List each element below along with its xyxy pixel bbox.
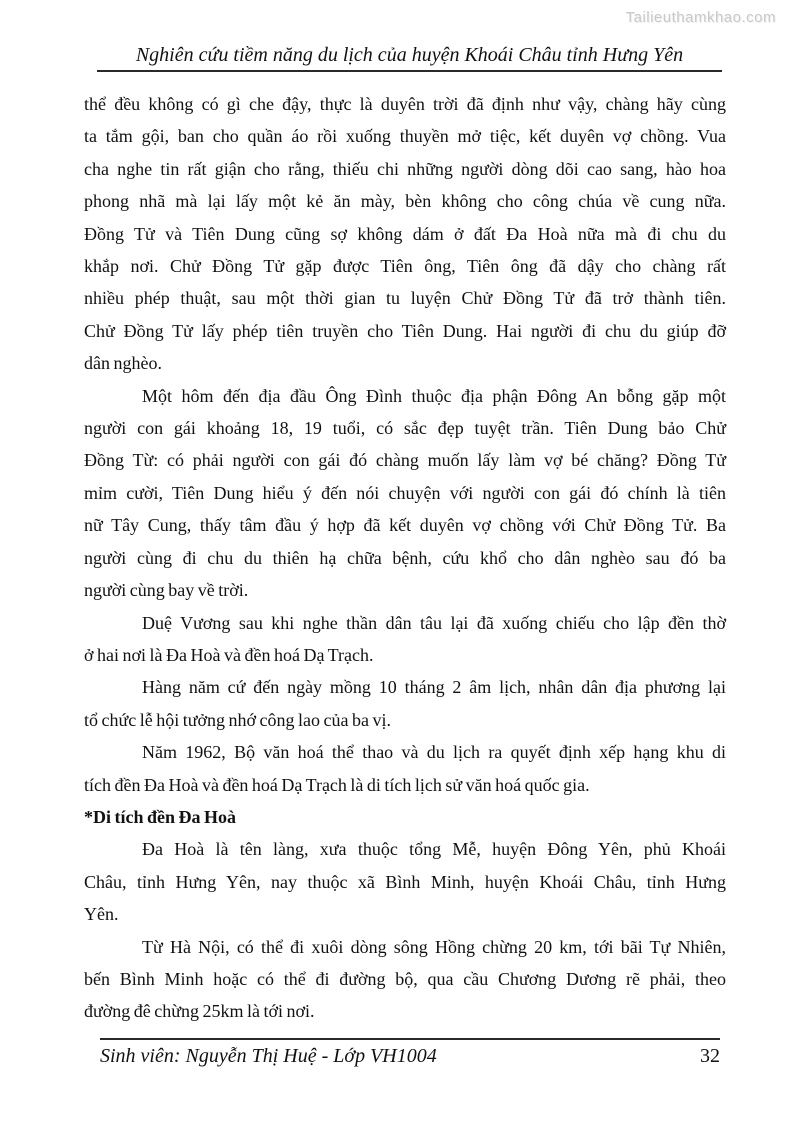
text-line: tích đền Đa Hoà và đền hoá Dạ Trạch là di tích lịch sử văn hoá quốc gia. [84, 774, 590, 795]
text-line: Chử Đồng Tử lấy phép tiên truyền cho Tiên Dung. Hai người đi chu du giúp đỡ [84, 320, 726, 341]
text-line: Đồng Tử và Tiên Dung cũng sợ không dám ở đất Đa Hoà nữa mà đi chu du [84, 223, 726, 244]
paragraph [84, 736, 726, 801]
text-line: thể đều không có gì che đậy, thực là duyên trời đã định như vậy, chàng hãy cùng [84, 94, 726, 114]
text-line: ta tắm gội, ban cho quần áo rồi xuống thuyền mở tiệc, kết duyên vợ chồng. Vua [84, 126, 726, 147]
text-line: Đa Hoà là tên làng, xưa thuộc tổng Mễ, huyện Đông Yên, phủ Khoái [142, 839, 726, 860]
text-line: Năm 1962, Bộ văn hoá thể thao và du lịch ra quyết định xếp hạng khu di [142, 742, 726, 763]
page-header [97, 42, 722, 72]
text-line: Đồng Từ: có phải người con gái đó chàng muốn lấy làm vợ bé chăng? Đồng Tử [84, 450, 726, 471]
content [84, 88, 726, 1028]
text-line: khắp nơi. Chử Đồng Tử gặp được Tiên ông, Tiên ông đã dậy cho chàng rất [84, 256, 726, 277]
page-number: 32 [700, 1045, 720, 1067]
watermark: Tailieuthamkhao.com [625, 9, 776, 26]
text-line: bến Bình Minh hoặc có thể đi đường bộ, qua cầu Chương Dương rẽ phải, theo [84, 968, 726, 989]
paragraph [84, 931, 726, 1028]
text-line: Châu, tỉnh Hưng Yên, nay thuộc xã Bình Minh, huyện Khoái Châu, tỉnh Hưng [84, 871, 726, 892]
text-line: đường đê chừng 25km là tới nơi. [84, 1001, 315, 1022]
paragraph [84, 380, 726, 607]
text-line: Hàng năm cứ đến ngày mồng 10 tháng 2 âm lịch, nhân dân địa phương lại [142, 677, 726, 698]
text-line: Một hôm đến địa đầu Ông Đình thuộc địa phận Đông An bỗng gặp một [142, 385, 726, 406]
text-line: tổ chức lễ hội tưởng nhớ công lao của ba vị. [84, 709, 391, 730]
paragraph [84, 88, 726, 380]
paragraph [84, 607, 726, 672]
paragraph [84, 671, 726, 736]
text-line: nhiều phép thuật, sau một thời gian tu luyện Chử Đồng Tử đã trở thành tiên. [84, 288, 726, 309]
footer-author: Sinh viên: Nguyễn Thị Huệ - Lớp VH1004 [100, 1045, 437, 1067]
text-line: nữ Tây Cung, thấy tâm đầu ý hợp đã kết duyên vợ chồng với Chử Đồng Tử. Ba [84, 515, 726, 536]
text-line: mỉm cười, Tiên Dung hiểu ý đến nói chuyện với người con gái đó chính là tiên [84, 482, 726, 503]
section-heading [84, 801, 726, 833]
paragraph [84, 833, 726, 930]
text-line: ở hai nơi là Đa Hoà và đền hoá Dạ Trạch. [84, 644, 374, 665]
page-header-title: Nghiên cứu tiềm năng du lịch của huyện Khoái Châu tỉnh Hưng Yên [135, 44, 684, 66]
text-line: Yên. [84, 904, 119, 925]
text-line: cha nghe tin rất giận cho rằng, thiếu chi những người dòng dõi cao sang, hào hoa [84, 158, 726, 179]
text-line: người cùng bay về trời. [84, 580, 249, 601]
text-line: dân nghèo. [84, 353, 162, 374]
text-line: *Di tích đền Đa Hoà [84, 806, 237, 827]
text-line: người cùng đi chu du thiên hạ chữa bệnh, cứu khổ cho dân nghèo sau đó ba [84, 547, 726, 568]
page-footer [100, 1038, 720, 1068]
text-line: Từ Hà Nội, có thể đi xuôi dòng sông Hồng chừng 20 km, tới bãi Tự Nhiên, [142, 936, 726, 957]
text-line: phong nhã mà lại lấy một kẻ ăn mày, bèn không cho công chúa về cung nữa. [84, 191, 726, 212]
text-line: người con gái khoảng 18, 19 tuổi, có sắc đẹp tuyệt trần. Tiên Dung bảo Chử [84, 418, 726, 439]
text-line: Duệ Vương sau khi nghe thần dân tâu lại đã xuống chiếu cho lập đền thờ [142, 612, 726, 633]
